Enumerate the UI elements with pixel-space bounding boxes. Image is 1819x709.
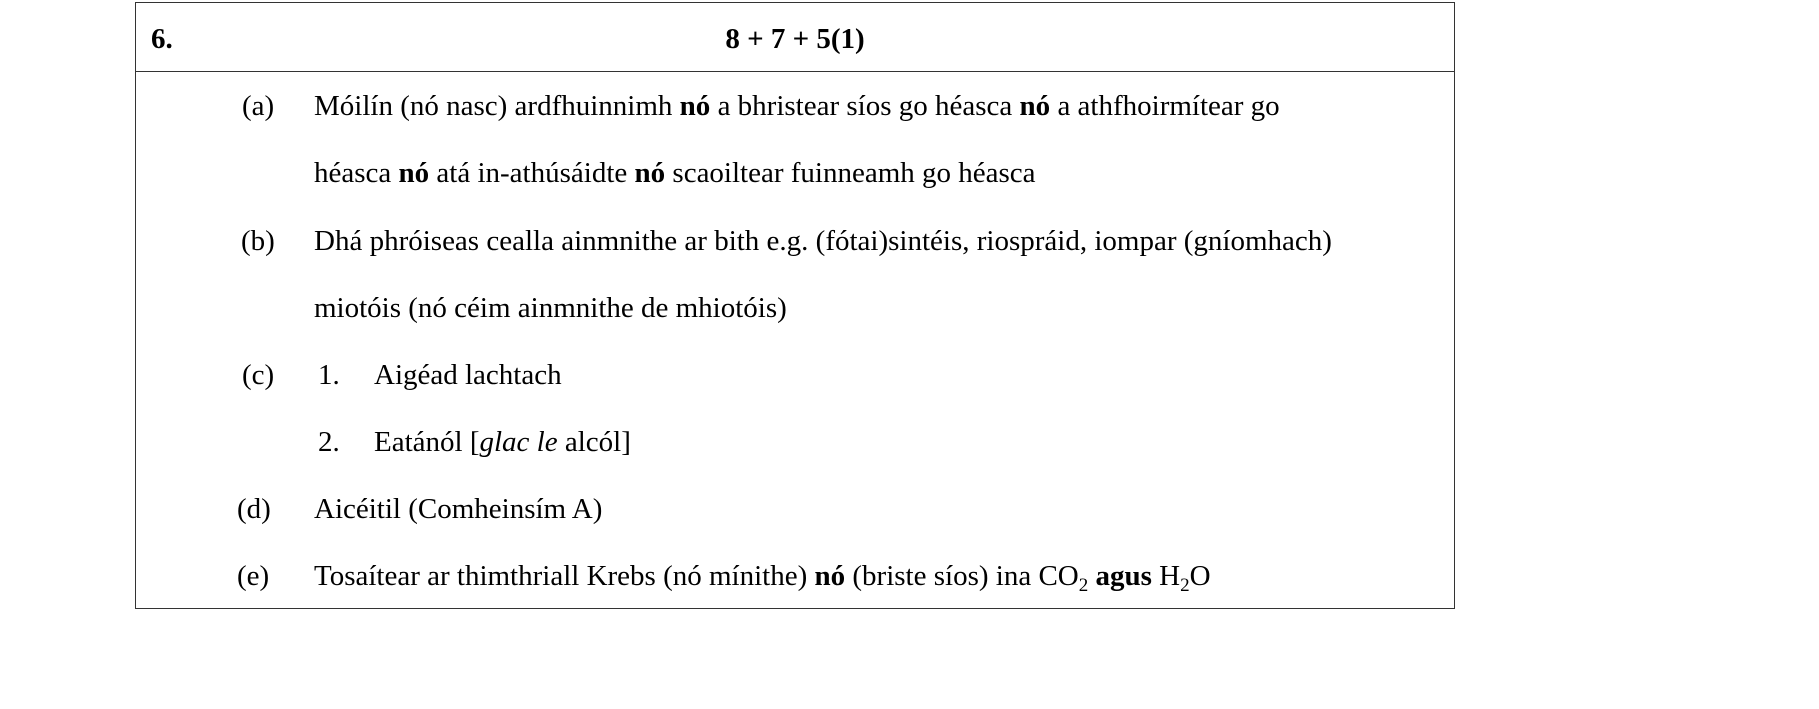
part-e-text bbox=[314, 560, 1211, 597]
bold-or: nó bbox=[1019, 90, 1051, 122]
part-c-label: (c) bbox=[242, 359, 275, 391]
question-number: 6. bbox=[151, 23, 173, 55]
part-d-text: Aicéitil (Comheinsím A) bbox=[314, 493, 603, 525]
text: héasca bbox=[314, 157, 399, 189]
text: scaoiltear fuinneamh go héasca bbox=[665, 157, 1036, 189]
text: O bbox=[1189, 560, 1211, 592]
text: atá in-athúsáidte bbox=[429, 157, 635, 189]
part-c-item-2-number: 2. bbox=[318, 426, 340, 458]
bold-or: nó bbox=[679, 90, 711, 122]
text: alcól] bbox=[557, 426, 631, 458]
table-header bbox=[136, 3, 1454, 72]
subscript: 2 bbox=[1078, 575, 1089, 596]
text: a athfhoirmítear go bbox=[1050, 90, 1280, 122]
italic-text: glac le bbox=[479, 426, 558, 458]
marks-allocation: 8 + 7 + 5(1) bbox=[725, 23, 865, 55]
text: a bhristear síos go héasca bbox=[710, 90, 1020, 122]
part-e-label: (e) bbox=[237, 560, 270, 592]
part-a-line-1 bbox=[314, 90, 1280, 123]
marking-scheme-table bbox=[135, 2, 1455, 609]
bold-or: nó bbox=[814, 560, 846, 592]
text: H bbox=[1151, 560, 1181, 592]
subscript: 2 bbox=[1180, 575, 1190, 596]
part-c-item-1-text: Aigéad lachtach bbox=[374, 359, 562, 391]
part-a-line-2 bbox=[314, 157, 1036, 190]
text: (briste síos) ina CO bbox=[845, 560, 1079, 592]
part-a-label: (a) bbox=[242, 90, 275, 122]
part-b-label: (b) bbox=[241, 225, 275, 257]
text: Eatánól [ bbox=[374, 426, 480, 458]
part-b-line-2: miotóis (nó céim ainmnithe de mhiotóis) bbox=[314, 292, 787, 324]
part-c-item-1-number: 1. bbox=[318, 359, 340, 391]
bold-or: nó bbox=[634, 157, 666, 189]
part-b-line-1: Dhá phróiseas cealla ainmnithe ar bith e.g. (fótai)sintéis, riospráid, iompar (gníomhach) bbox=[314, 225, 1332, 257]
bold-and: agus bbox=[1095, 560, 1152, 592]
part-d-label: (d) bbox=[237, 493, 271, 525]
part-c-item-2-text bbox=[374, 426, 631, 459]
bold-or: nó bbox=[398, 157, 430, 189]
text: Móilín (nó nasc) ardfhuinnimh bbox=[314, 90, 680, 122]
text: Tosaítear ar thimthriall Krebs (nó mínithe) bbox=[314, 560, 815, 592]
